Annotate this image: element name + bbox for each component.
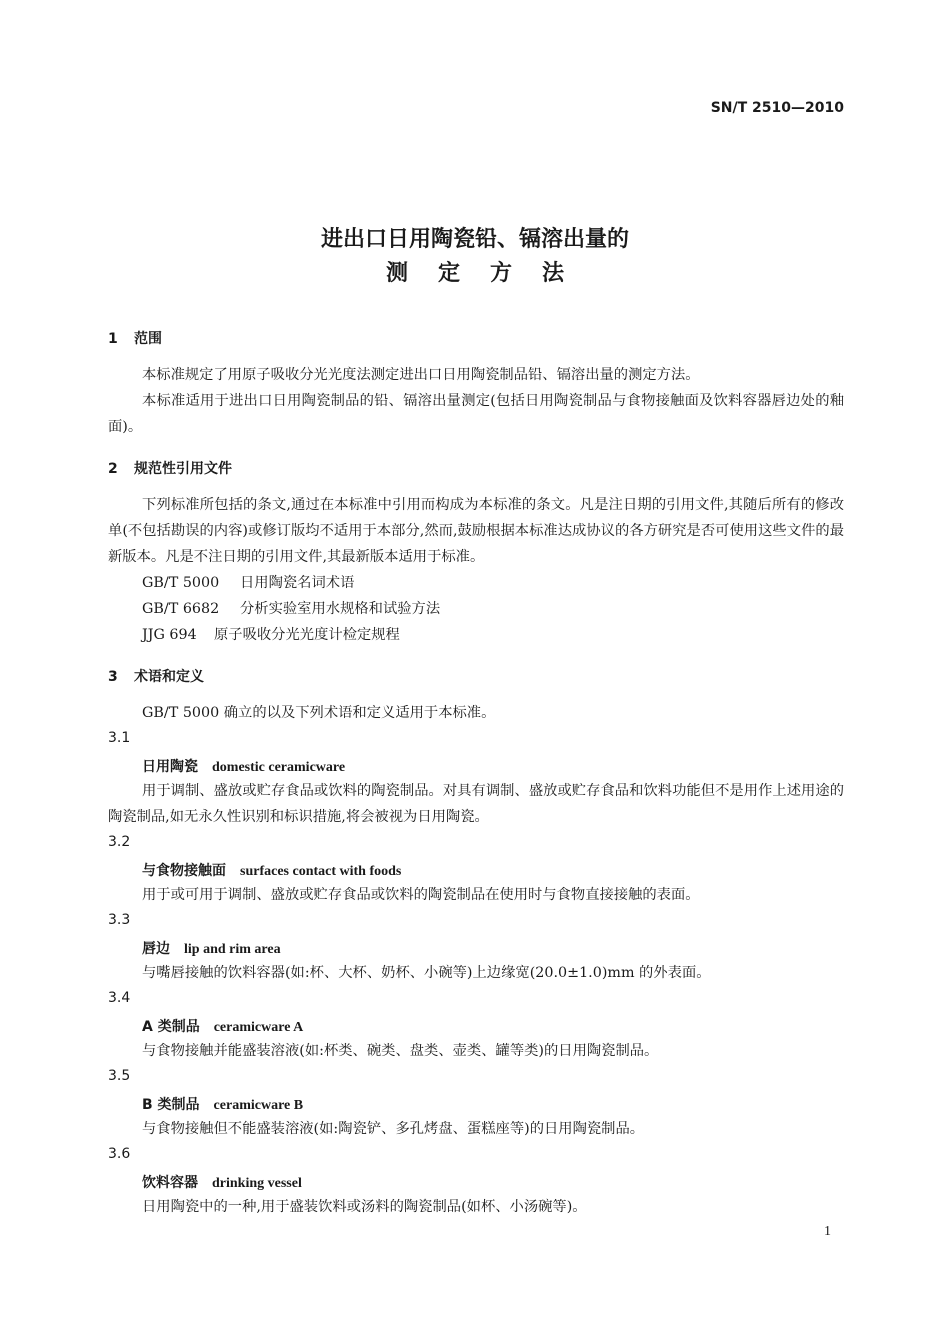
section-title: 术语和定义 xyxy=(134,669,204,685)
term-zh: A 类制品 xyxy=(142,1019,200,1035)
term-en: ceramicware B xyxy=(213,1098,304,1113)
section-title: 范围 xyxy=(134,331,162,347)
term-en: lip and rim area xyxy=(184,942,281,957)
term-definition: 用于调制、盛放或贮存食品或饮料的陶瓷制品。对具有调制、盛放或贮存食品和饮料功能但不是用作上述用途的陶瓷制品,如无永久性识别和标识措施,将会被视为日用陶瓷。 xyxy=(108,783,844,825)
term-zh: 唇边 xyxy=(142,941,170,957)
term-entry xyxy=(142,756,345,776)
clause-number: 3.1 xyxy=(108,730,131,746)
clause-number: 3.3 xyxy=(108,912,131,928)
term-definition: 日用陶瓷中的一种,用于盛装饮料或汤料的陶瓷制品(如杯、小汤碗等)。 xyxy=(142,1199,587,1215)
reference-code: GB/T 5000 xyxy=(142,575,220,591)
clause-number: 3.2 xyxy=(108,834,131,850)
reference-item xyxy=(142,622,400,648)
term-en: drinking vessel xyxy=(212,1176,302,1191)
term-zh: 饮料容器 xyxy=(142,1175,198,1191)
reference-code: JJG 694 xyxy=(142,627,197,643)
reference-title: 原子吸收分光光度计检定规程 xyxy=(214,627,400,643)
term-entry xyxy=(142,860,401,880)
term-definition: 用于或可用于调制、盛放或贮存食品或饮料的陶瓷制品在使用时与食物直接接触的表面。 xyxy=(142,887,700,903)
term-definition: 与食物接触但不能盛装溶液(如:陶瓷铲、多孔烤盘、蛋糕座等)的日用陶瓷制品。 xyxy=(142,1121,645,1137)
term-definition: 与嘴唇接触的饮料容器(如:杯、大杯、奶杯、小碗等)上边缘宽(20.0±1.0)mm 的外表面。 xyxy=(142,965,711,981)
reference-title: 分析实验室用水规格和试验方法 xyxy=(240,601,441,617)
section-heading-terms xyxy=(108,666,204,686)
term-definition: 与食物接触并能盛装溶液(如:杯类、碗类、盘类、壶类、罐等类)的日用陶瓷制品。 xyxy=(142,1043,659,1059)
clause-number: 3.5 xyxy=(108,1068,131,1084)
paragraph: 本标准规定了用原子吸收分光光度法测定进出口日用陶瓷制品铅、镉溶出量的测定方法。 xyxy=(142,367,700,383)
standard-code: SN/T 2510—2010 xyxy=(710,100,844,116)
section-heading-normative-references xyxy=(108,458,232,478)
clause-number: 3.6 xyxy=(108,1146,131,1162)
page-number: 1 xyxy=(824,1224,831,1239)
term-entry xyxy=(142,1094,303,1114)
term-entry xyxy=(142,938,281,958)
document-subtitle: 测定方法 xyxy=(385,261,594,286)
section-title: 规范性引用文件 xyxy=(134,461,232,477)
term-en: domestic ceramicware xyxy=(212,760,346,775)
section-heading-scope xyxy=(108,328,162,348)
section-number: 1 xyxy=(108,331,118,347)
term-en: ceramicware A xyxy=(213,1020,304,1035)
section-number: 3 xyxy=(108,669,118,685)
clause-number: 3.4 xyxy=(108,990,131,1006)
section-number: 2 xyxy=(108,461,118,477)
term-zh: 日用陶瓷 xyxy=(142,759,198,775)
paragraph: 下列标准所包括的条文,通过在本标准中引用而构成为本标准的条文。凡是注日期的引用文件,其随后所有的修改单(不包括勘误的内容)或修订版均不适用于本部分,然而,鼓励根据本标准达成协议的各方研究是否可使用这些文件的最新版本。凡是不注日期的引用文件,其最新版本适用于标准。 xyxy=(108,497,844,565)
document-title: 进出口日用陶瓷铅、镉溶出量的 xyxy=(320,227,629,252)
term-en: surfaces contact with foods xyxy=(240,864,402,879)
term-entry xyxy=(142,1172,302,1192)
reference-title: 日用陶瓷名词术语 xyxy=(240,575,355,591)
term-zh: 与食物接触面 xyxy=(142,863,226,879)
reference-item xyxy=(142,596,440,622)
term-zh: B 类制品 xyxy=(142,1097,200,1113)
paragraph: GB/T 5000 确立的以及下列术语和定义适用于本标准。 xyxy=(142,705,496,721)
reference-item xyxy=(142,570,354,596)
reference-code: GB/T 6682 xyxy=(142,601,220,617)
term-entry xyxy=(142,1016,303,1036)
paragraph: 本标准适用于进出口日用陶瓷制品的铅、镉溶出量测定(包括日用陶瓷制品与食物接触面及饮料容器唇边处的釉面)。 xyxy=(108,393,844,435)
